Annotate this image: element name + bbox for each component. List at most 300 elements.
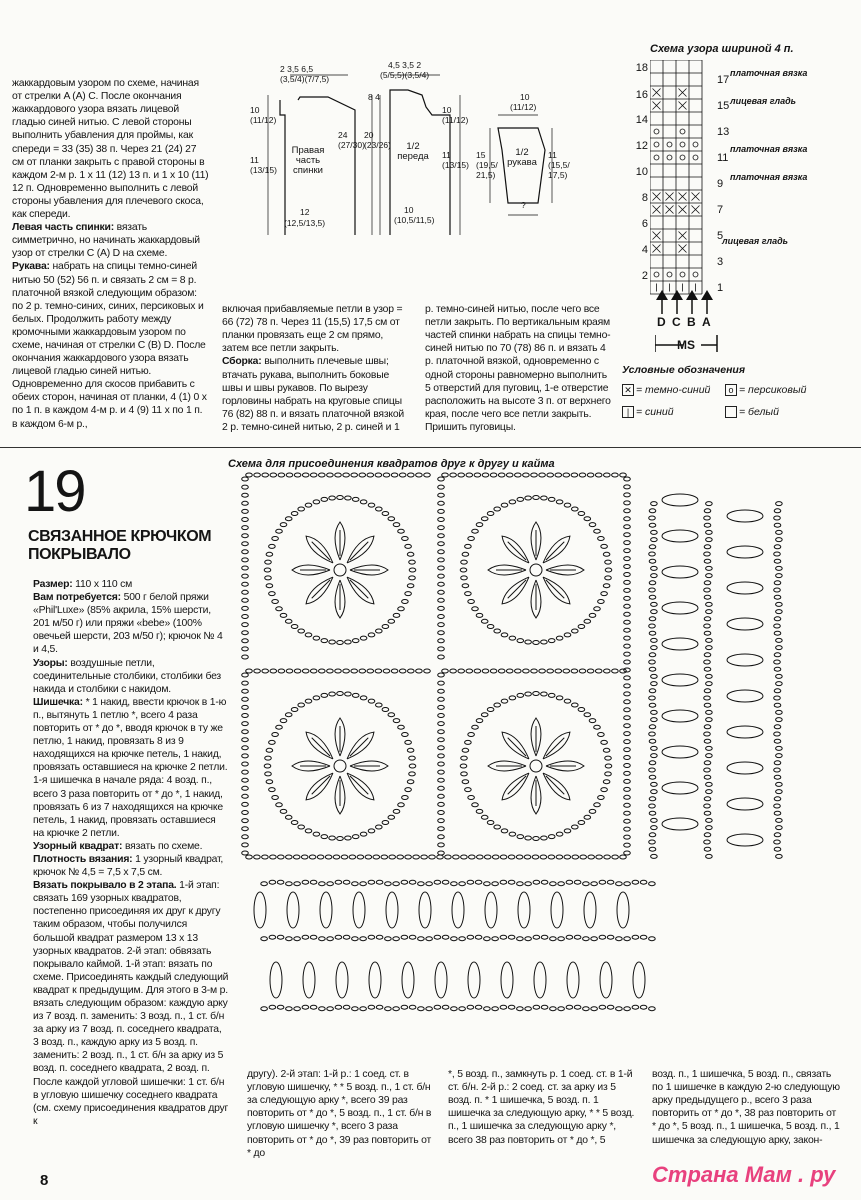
chain-stitch <box>624 882 631 886</box>
chain-stitch <box>442 935 449 939</box>
chain-stitch <box>285 619 292 623</box>
chain-stitch <box>242 681 249 685</box>
chain-stitch <box>438 566 445 570</box>
bobble <box>518 892 530 928</box>
chain-stitch <box>598 600 605 604</box>
chain-stitch <box>624 620 631 624</box>
chain-stitch <box>651 674 658 678</box>
chain-stitch <box>624 740 631 744</box>
chain-stitch <box>352 835 359 839</box>
bobble <box>468 962 480 998</box>
chain-stitch <box>624 827 631 831</box>
chain-stitch <box>442 473 449 477</box>
chain-stitch <box>438 714 445 718</box>
label-garter-1: платочная вязка <box>730 68 808 78</box>
chain-stitch <box>563 473 570 477</box>
arrow-b-label: B <box>687 315 696 329</box>
chain-stitch <box>391 473 398 477</box>
chain-stitch <box>262 669 269 673</box>
chain-stitch <box>402 537 409 541</box>
pattern-number: 19 <box>24 459 85 524</box>
chain-stitch <box>460 568 467 572</box>
chain-stitch <box>359 473 366 477</box>
instruction-heading: Вязать покрывало в 2 этапа. <box>33 880 177 892</box>
chain-stitch <box>574 1005 581 1009</box>
bobble <box>567 962 579 998</box>
chain-stitch <box>242 598 249 602</box>
chain-stitch <box>523 669 530 673</box>
chain-stitch <box>571 473 578 477</box>
chain-stitch <box>704 768 711 772</box>
chain-stitch <box>550 937 557 941</box>
chain-stitch <box>261 937 268 941</box>
chain-stitch <box>367 669 374 673</box>
chain-stitch <box>649 1007 656 1011</box>
chain-stitch <box>360 937 367 941</box>
chain-stitch <box>313 696 320 700</box>
chain-stitch <box>599 880 606 884</box>
chain-stitch <box>313 832 320 836</box>
chain-stitch <box>776 754 783 758</box>
chain-stitch <box>242 689 249 693</box>
chain-stitch <box>459 1007 466 1011</box>
chain-stitch <box>556 855 563 859</box>
chain-stitch <box>409 576 416 580</box>
chain-stitch <box>776 790 783 794</box>
chain-stitch <box>487 625 494 629</box>
chain-stitch <box>382 512 389 516</box>
chain-stitch <box>533 837 540 841</box>
chain-stitch <box>345 692 352 696</box>
chain-stitch <box>388 517 395 521</box>
chain-stitch <box>774 631 781 635</box>
chain-stitch <box>599 935 606 939</box>
chain-stitch <box>774 660 781 664</box>
chain-stitch <box>704 761 711 765</box>
chain-stitch <box>706 746 713 750</box>
chain-stitch <box>776 782 783 786</box>
chain-stitch <box>458 473 465 477</box>
chain-stitch <box>651 502 658 506</box>
chain-stitch <box>438 598 445 602</box>
chain-stitch <box>594 529 601 533</box>
chain-stitch <box>310 473 317 477</box>
chain-stitch <box>490 473 497 477</box>
chain-stitch <box>624 708 631 712</box>
chain-stitch <box>462 748 469 752</box>
chain-stitch <box>500 1005 507 1009</box>
chain-stitch <box>774 696 781 700</box>
chain-stitch <box>438 518 445 522</box>
chain-stitch <box>776 646 783 650</box>
chain-stitch <box>607 1005 614 1009</box>
chart-title: Схема узора шириной 4 п. <box>650 43 794 55</box>
chain-stitch <box>506 669 513 673</box>
top-column-2 <box>222 290 412 434</box>
chain-stitch <box>460 764 467 768</box>
flower-center <box>334 564 346 576</box>
chain-stitch <box>774 768 781 772</box>
chain-stitch <box>624 748 631 752</box>
chain-stitch <box>376 880 383 884</box>
bobble <box>584 892 596 928</box>
chain-stitch <box>589 523 596 527</box>
chain-stitch <box>266 584 273 588</box>
chain-stitch <box>572 855 579 859</box>
chain-stitch <box>776 682 783 686</box>
chain-stitch <box>357 855 364 859</box>
chain-stitch <box>359 669 366 673</box>
chain-stitch <box>612 473 619 477</box>
chain-stitch <box>438 550 445 554</box>
chain-stitch <box>704 811 711 815</box>
chain-stitch <box>706 718 713 722</box>
chain-stitch <box>649 552 656 556</box>
chain-stitch <box>704 703 711 707</box>
chain-stitch <box>265 576 272 580</box>
chain-stitch <box>517 693 524 697</box>
sleeve-left-dim: 15 (19,5/ 21,5) <box>476 150 498 180</box>
chain-stitch <box>624 732 631 736</box>
chain-stitch <box>280 719 287 723</box>
chain-stitch <box>451 882 458 886</box>
chain-stitch <box>776 854 783 858</box>
instruction-heading: Узоры: <box>33 657 68 669</box>
chain-stitch <box>589 809 596 813</box>
chain-stitch <box>605 560 612 564</box>
chart-cell-line <box>693 142 698 147</box>
chain-stitch <box>335 880 342 884</box>
chain-stitch <box>632 880 639 884</box>
row-num-11: 11 <box>717 152 729 164</box>
chain-stitch <box>438 673 445 677</box>
chain-stitch <box>605 756 612 760</box>
chain-stitch <box>649 545 656 549</box>
chain-stitch <box>607 935 614 939</box>
chain-stitch <box>531 669 538 673</box>
chain-stitch <box>269 592 276 596</box>
chain-stitch <box>293 855 300 859</box>
chain-stitch <box>242 509 249 513</box>
chain-stitch <box>405 544 412 548</box>
chain-stitch <box>494 825 501 829</box>
chain-stitch <box>624 771 631 775</box>
instruction-heading: Узорный квадрат: <box>33 840 123 852</box>
top-column-3 <box>425 290 615 434</box>
top-col3-text: р. темно-синей нитью, после чего все петли закрыть. По вертикальным краям частей спинки набрать на спицы темно-синей нитью по 70 (78) 86 п. и вязать 4 р. платочной вязкой, одновременно с одной стороны равномерно выполнить 5 отверстий для пуговиц, 1-е отверстие расположить на высоте 3 п. от верхнего края, после чего все петли закрыть. Пришить пуговицы. <box>425 304 611 433</box>
chain-stitch <box>467 935 474 939</box>
chain-stitch <box>468 733 475 737</box>
chain-stitch <box>246 669 253 673</box>
chain-stitch <box>272 796 279 800</box>
bobble <box>633 962 645 998</box>
chain-stitch <box>242 623 249 627</box>
chain-stitch <box>572 825 579 829</box>
chain-stitch <box>242 477 249 481</box>
chain-stitch <box>438 689 445 693</box>
row-num-17: 17 <box>717 74 730 86</box>
chain-stitch <box>270 473 277 477</box>
chain-stitch <box>547 473 554 477</box>
chain-stitch <box>266 748 273 752</box>
chain-stitch <box>242 819 249 823</box>
chain-stitch <box>612 855 619 859</box>
chain-stitch <box>651 718 658 722</box>
chain-stitch <box>368 503 375 507</box>
chain-stitch <box>601 788 608 792</box>
chain-stitch <box>624 692 631 696</box>
chain-stitch <box>402 796 409 800</box>
chain-stitch <box>500 935 507 939</box>
chart-cell-line <box>667 272 672 277</box>
diagram-title: Схема для присоединения квадратов друг к другу и кайма <box>228 458 555 470</box>
chain-stitch <box>398 803 405 807</box>
chain-stitch <box>541 935 548 939</box>
chain-stitch <box>474 473 481 477</box>
chain-stitch <box>475 1005 482 1009</box>
chain-stitch <box>465 788 472 792</box>
chain-stitch <box>393 613 400 617</box>
chain-stitch <box>352 497 359 501</box>
chain-stitch <box>298 703 305 707</box>
chain-stitch <box>285 815 292 819</box>
page-number: 8 <box>40 1172 49 1189</box>
chain-stitch <box>301 855 308 859</box>
row-num-15: 15 <box>717 100 730 112</box>
label-stockinette-2: лицевая гладь <box>722 236 789 246</box>
chain-stitch <box>407 780 414 784</box>
chain-stitch <box>475 935 482 939</box>
chain-stitch <box>566 880 573 884</box>
chain-stitch <box>383 669 390 673</box>
chain-stitch <box>327 669 334 673</box>
chain-stitch <box>242 582 249 586</box>
chain-stitch <box>294 937 301 941</box>
row-num-1: 1 <box>717 282 724 294</box>
chain-stitch <box>501 633 508 637</box>
chain-stitch <box>624 612 631 616</box>
chain-stitch <box>276 607 283 611</box>
chain-stitch <box>624 588 631 592</box>
chain-stitch <box>591 937 598 941</box>
chain-stitch <box>624 668 631 672</box>
chain-stitch <box>438 647 445 651</box>
chain-stitch <box>624 541 631 545</box>
chain-stitch <box>242 501 249 505</box>
chain-stitch <box>774 732 781 736</box>
chain-stitch <box>389 855 396 859</box>
chain-stitch <box>294 882 301 886</box>
chain-stitch <box>651 602 658 606</box>
chain-stitch <box>286 669 293 673</box>
chain-stitch <box>265 560 272 564</box>
chain-stitch <box>466 473 473 477</box>
chain-stitch <box>706 710 713 714</box>
chain-stitch <box>242 542 249 546</box>
chain-stitch <box>242 730 249 734</box>
chain-stitch <box>462 552 469 556</box>
chain-stitch <box>438 493 445 497</box>
chain-stitch <box>591 882 598 886</box>
legend-title: Условные обозначения <box>622 364 746 376</box>
chain-stitch <box>313 636 320 640</box>
bobble <box>662 782 698 794</box>
chain-stitch <box>309 855 316 859</box>
instruction-text: 1 узорный квадрат, крючок № 4,5 = 7,5 х 7,5 см. <box>33 853 224 879</box>
chain-stitch <box>319 1007 326 1011</box>
chain-stitch <box>624 1007 631 1011</box>
chain-stitch <box>261 1007 268 1011</box>
chain-stitch <box>533 935 540 939</box>
chain-stitch <box>242 770 249 774</box>
chain-stitch <box>476 523 483 527</box>
chain-stitch <box>242 746 249 750</box>
chain-stitch <box>405 740 412 744</box>
bobble <box>727 546 763 558</box>
bobble <box>336 962 348 998</box>
chain-stitch <box>409 1005 416 1009</box>
chain-stitch <box>649 523 656 527</box>
back-right-dim: 24 (27/30) <box>338 130 365 150</box>
chain-stitch <box>476 613 483 617</box>
chain-stitch <box>242 794 249 798</box>
chain-stitch <box>525 496 532 500</box>
chain-stitch <box>624 644 631 648</box>
chain-stitch <box>368 829 375 833</box>
legend-blue <box>622 406 674 418</box>
row-num-6: 6 <box>641 218 648 230</box>
chain-stitch <box>469 855 476 859</box>
chain-stitch <box>335 669 342 673</box>
chain-stitch <box>498 473 505 477</box>
chain-stitch <box>649 660 656 664</box>
chain-stitch <box>280 809 287 813</box>
chain-stitch <box>399 669 406 673</box>
chain-stitch <box>624 795 631 799</box>
chain-stitch <box>242 550 249 554</box>
chain-stitch <box>291 821 298 825</box>
chain-stitch <box>302 880 309 884</box>
back-left-dim2: 11 (13/15) <box>250 155 277 175</box>
chain-stitch <box>242 485 249 489</box>
flower-center <box>530 760 542 772</box>
chain-stitch <box>341 855 348 859</box>
chain-stitch <box>481 815 488 819</box>
chain-stitch <box>277 935 284 939</box>
chain-stitch <box>523 473 530 477</box>
instruction-paragraph <box>33 696 229 840</box>
chain-stitch <box>704 689 711 693</box>
chain-stitch <box>550 882 557 886</box>
chain-stitch <box>393 1007 400 1011</box>
empty-box-icon <box>725 406 737 418</box>
chain-stitch <box>624 724 631 728</box>
left-back-heading: Левая часть спинки: <box>12 222 114 234</box>
chain-stitch <box>774 797 781 801</box>
chain-stitch <box>401 880 408 884</box>
bobble <box>662 638 698 650</box>
chain-stitch <box>541 1005 548 1009</box>
instruction-heading: Плотность вязания: <box>33 853 133 865</box>
chain-stitch <box>624 843 631 847</box>
chain-stitch <box>558 1007 565 1011</box>
chain-stitch <box>776 746 783 750</box>
chain-stitch <box>438 534 445 538</box>
bobble <box>727 654 763 666</box>
row-num-16: 16 <box>635 89 648 101</box>
chain-stitch <box>649 559 656 563</box>
bar-box-icon: | <box>622 406 634 418</box>
chart-cell-line <box>667 155 672 160</box>
chain-stitch <box>509 832 516 836</box>
chain-stitch <box>649 624 656 628</box>
chain-stitch <box>242 526 249 530</box>
chain-stitch <box>438 811 445 815</box>
chain-stitch <box>601 740 608 744</box>
chain-stitch <box>624 604 631 608</box>
chain-stitch <box>305 633 312 637</box>
chart-cell-line <box>693 155 698 160</box>
chain-stitch <box>467 1005 474 1009</box>
bottom-col3-text: возд. п., 1 шишечка, 5 возд. п., связать по 1 шишечке в каждую 2-ю следующую арку предыдущего р., всего 3 раза повторить от * до *, 38 раз повторить от * до *, 5 возд. п., 1 шишечка, 5 возд. п., 1 шишечка за следующую арку, закон- <box>652 1069 840 1146</box>
chain-stitch <box>533 1005 540 1009</box>
chain-stitch <box>640 880 647 884</box>
chain-stitch <box>604 669 611 673</box>
chain-stitch <box>426 937 433 941</box>
chain-stitch <box>407 748 414 752</box>
bobble <box>662 530 698 542</box>
chain-stitch <box>776 674 783 678</box>
chain-stitch <box>269 1005 276 1009</box>
chain-stitch <box>368 699 375 703</box>
chain-stitch <box>624 779 631 783</box>
chain-stitch <box>382 821 389 825</box>
chain-stitch <box>578 821 585 825</box>
chain-stitch <box>302 473 309 477</box>
chain-stitch <box>574 880 581 884</box>
chain-stitch <box>774 545 781 549</box>
chain-stitch <box>345 640 352 644</box>
front-mid-dim: 20 (23/26) <box>364 130 391 150</box>
label-garter-2: платочная вязка <box>730 144 808 154</box>
chain-stitch <box>407 552 414 556</box>
chain-stitch <box>548 835 555 839</box>
bobble <box>727 690 763 702</box>
chain-stitch <box>242 722 249 726</box>
chain-stitch <box>651 538 658 542</box>
chain-stitch <box>651 530 658 534</box>
chain-stitch <box>774 725 781 729</box>
instruction-paragraph <box>33 853 229 879</box>
chain-stitch <box>242 762 249 766</box>
chain-stitch <box>261 882 268 886</box>
chain-stitch <box>706 538 713 542</box>
sleeve-label: 1/2 рукава <box>507 147 537 168</box>
chain-stitch <box>500 855 507 859</box>
chain-stitch <box>774 552 781 556</box>
chain-stitch <box>492 882 499 886</box>
chain-stitch <box>466 669 473 673</box>
chain-stitch <box>360 1007 367 1011</box>
chain-stitch <box>517 639 524 643</box>
chain-stitch <box>624 937 631 941</box>
chain-stitch <box>242 615 249 619</box>
chain-stitch <box>704 631 711 635</box>
chain-stitch <box>704 509 711 513</box>
chain-stitch <box>438 778 445 782</box>
chain-stitch <box>704 624 711 628</box>
chain-stitch <box>385 937 392 941</box>
